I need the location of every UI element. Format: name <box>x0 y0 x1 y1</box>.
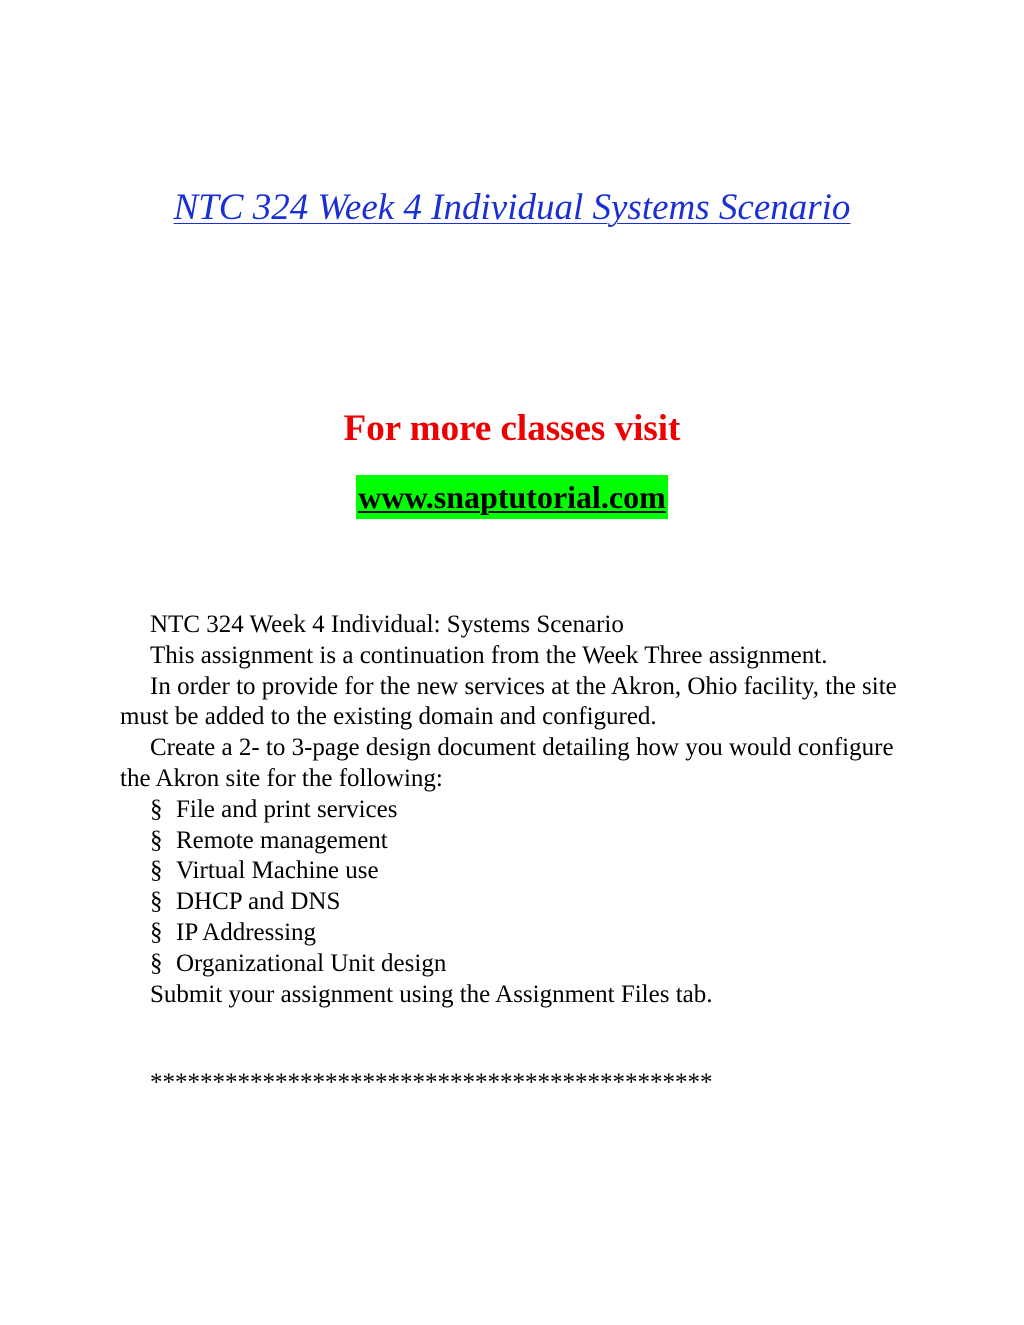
list-item <box>120 887 900 918</box>
promo-text: For more classes visit <box>343 408 681 449</box>
list-item <box>120 856 900 887</box>
list-item <box>120 918 900 949</box>
list-item-text: IP Addressing <box>176 918 317 946</box>
section-sign-icon: § <box>150 795 163 823</box>
list-item <box>120 826 900 857</box>
separator-line: ********************************************* <box>150 1069 713 1096</box>
section-sign-icon: § <box>150 888 163 916</box>
list-item-text: Remote management <box>176 826 388 854</box>
list-item-text: Organizational Unit design <box>176 949 447 977</box>
assignment-paragraph-1: In order to provide for the new services at the Akron, Ohio facility, the site must be added to the existing domain and configured. <box>120 672 897 731</box>
list-item-text: Virtual Machine use <box>176 857 379 885</box>
title-link[interactable]: NTC 324 Week 4 Individual Systems Scenario <box>173 187 851 228</box>
site-link-container <box>0 475 1024 519</box>
assignment-intro: This assignment is a continuation from the Week Three assignment. <box>150 641 828 669</box>
assignment-heading: NTC 324 Week 4 Individual: Systems Scenario <box>150 611 624 638</box>
assignment-paragraph-2: Create a 2- to 3-page design document detailing how you would configure the Akron site for the following: <box>120 734 894 792</box>
assignment-body <box>120 610 900 1010</box>
list-item <box>120 949 900 980</box>
requirements-list <box>120 795 900 980</box>
section-sign-icon: § <box>150 857 163 885</box>
section-sign-icon: § <box>150 826 163 854</box>
section-sign-icon: § <box>150 949 163 977</box>
list-item-text: DHCP and DNS <box>176 888 341 916</box>
list-item-text: File and print services <box>176 795 398 823</box>
section-sign-icon: § <box>150 918 163 946</box>
list-item <box>120 795 900 826</box>
assignment-closing: Submit your assignment using the Assignment Files tab. <box>150 980 713 1008</box>
site-link[interactable]: www.snaptutorial.com <box>356 475 668 519</box>
